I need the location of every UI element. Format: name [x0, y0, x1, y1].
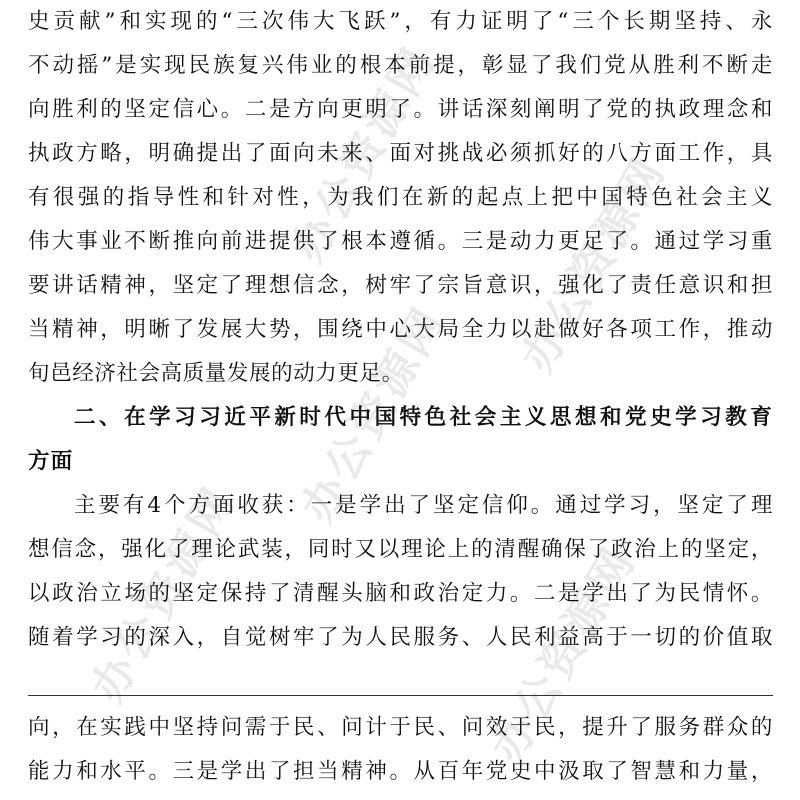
watermark: 办公资源网 — [81, 477, 246, 711]
section-heading: 二、在学习习近平新时代中国特色社会主义思想和党史学习教育 — [74, 405, 773, 430]
body-text-line: 有很强的指导性和针对性，为我们在新的起点上把中国特色社会主义 — [28, 185, 773, 210]
body-text-line: 要讲话精神，坚定了理想信念，树牢了宗旨意识，强化了责任意识和担 — [28, 273, 773, 298]
next-page-text-line: 向，在实践中坚持问需于民、问计于民、问效于民，提升了服务群众的 — [28, 715, 773, 740]
watermark: 办公资源网 — [291, 297, 456, 531]
paragraph-line: 主要有4个方面收获：一是学出了坚定信仰。通过学习，坚定了理 — [74, 493, 773, 518]
paragraph-line: 随着学习的深入，自觉树牢了为人民服务、人民利益高于一切的价值取 — [28, 625, 773, 650]
paragraph-line: 想信念，强化了理论武装，同时又以理论上的清醒确保了政治上的坚定， — [28, 537, 773, 562]
paragraph-line: 以政治立场的坚定保持了清醒头脑和政治定力。二是学出了为民情怀。 — [28, 581, 773, 606]
body-text-line: 当精神，明晰了发展大势，围绕中心大局全力以赴做好各项工作，推动 — [28, 317, 773, 342]
section-heading-continuation: 方面 — [28, 449, 74, 474]
watermark: 办公资源网 — [281, 37, 446, 271]
body-text-line: 旬邑经济社会高质量发展的动力更足。 — [28, 361, 404, 386]
body-text-line: 向胜利的坚定信心。二是方向更明了。讲话深刻阐明了党的执政理念和 — [28, 97, 773, 122]
body-text-line: 执政方略，明确提出了面向未来、面对挑战必须抓好的八方面工作，具 — [28, 141, 773, 166]
body-text-line: 不动摇”是实现民族复兴伟业的根本前提，彰显了我们党从胜利不断走 — [28, 53, 773, 78]
body-text-line: 伟大事业不断推向前进提供了根本遵循。三是动力更足了。通过学习重 — [28, 229, 773, 254]
body-text-line: 史贡献”和实现的“三次伟大飞跃”，有力证明了“三个长期坚持、永 — [28, 9, 773, 34]
next-page-text-line: 能力和水平。三是学出了担当精神。从百年党史中汲取了智慧和力量， — [28, 759, 773, 784]
page-divider — [28, 695, 773, 696]
watermark: 办公资源网 — [511, 147, 676, 381]
watermark: 办公资源网 — [481, 537, 646, 771]
